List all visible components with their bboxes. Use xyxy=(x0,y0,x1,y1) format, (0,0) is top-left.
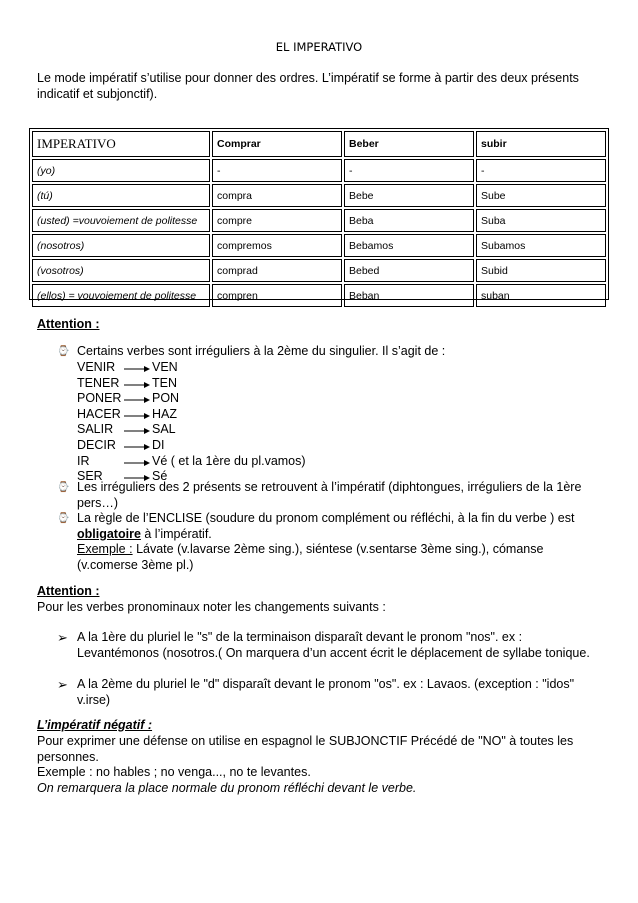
table-cell: compren xyxy=(212,284,342,307)
verb-imperative: PON xyxy=(152,391,180,406)
table-cell: Beba xyxy=(344,209,474,232)
table-header-cell: Beber xyxy=(344,131,474,157)
table-cell: Bebed xyxy=(344,259,474,282)
intro-paragraph: Le mode impératif s’utilise pour donner des ordres. L’impératif se forme à partir des deux présents indicatif et subjonctif). xyxy=(37,71,579,101)
enclise-text-end: à l’impératif. xyxy=(140,526,212,541)
verb-imperative: DI xyxy=(152,437,165,452)
verb-infinitive: SER xyxy=(77,469,103,484)
table-cell: (usted) =vouvoiement de politesse xyxy=(32,209,210,232)
verb-imperative: VEN xyxy=(152,360,178,374)
verb-infinitive: PONER xyxy=(77,391,122,406)
verb-infinitive: HACER xyxy=(77,406,121,421)
table-row xyxy=(32,259,606,282)
arrow-right-icon xyxy=(124,455,150,467)
table-cell: Subid xyxy=(476,259,606,282)
negative-imperative-body xyxy=(37,734,607,796)
table-cell: (tú) xyxy=(32,184,210,207)
page-title: EL IMPERATIVO xyxy=(275,40,363,54)
list-item xyxy=(77,511,605,573)
table-row xyxy=(32,209,606,232)
verb-infinitive: VENIR xyxy=(77,360,116,374)
negative-example: Exemple : no hables ; no venga..., no te levantes. xyxy=(37,765,311,780)
clock-bullet-icon: ⌚ xyxy=(57,346,70,357)
list-item: A la 2ème du pluriel le "d" disparaît devant le pronom "os". ex : Lavaos. (exception : "idos" v.irse) xyxy=(77,677,575,707)
verb-infinitive: DECIR xyxy=(77,437,116,452)
verb-imperative: Vé ( et la 1ère du pl.vamos) xyxy=(152,453,306,468)
table-cell: - xyxy=(344,159,474,182)
table-header-row xyxy=(32,131,606,157)
verb-infinitive: IR xyxy=(77,453,90,468)
table-cell: Sube xyxy=(476,184,606,207)
table-cell: (vosotros) xyxy=(32,259,210,282)
arrow-right-icon xyxy=(124,408,150,420)
table-header-cell: subir xyxy=(476,131,606,157)
table-cell: (nosotros) xyxy=(32,234,210,257)
arrow-right-icon xyxy=(124,423,150,435)
clock-bullet-icon: ⌚ xyxy=(57,482,70,493)
arrow-right-icon xyxy=(124,377,150,389)
negative-note: On remarquera la place normale du pronom réfléchi devant le verbe. xyxy=(37,780,417,795)
table-row xyxy=(32,234,606,257)
table-header-cell: IMPERATIVO xyxy=(32,131,210,157)
table-cell: Suba xyxy=(476,209,606,232)
table-cell: - xyxy=(476,159,606,182)
table-cell: compremos xyxy=(212,234,342,257)
negative-rule: Pour exprimer une défense on utilise en espagnol le SUBJONCTIF Précédé de "NO" à toutes les personnes. xyxy=(37,734,574,764)
list-item: Certains verbes sont irréguliers à la 2ème du singulier. Il s’agit de : xyxy=(77,344,446,358)
verb-imperative: TEN xyxy=(152,375,177,390)
verb-imperative: HAZ xyxy=(152,406,177,421)
example-text: Lávate (v.lavarse 2ème sing.), siéntese (v.sentarse 3ème sing.), cómanse (v.comerse 3ème pl.) xyxy=(77,542,544,572)
arrow-bullet-icon: ➢ xyxy=(57,630,68,645)
arrow-bullet-icon: ➢ xyxy=(57,677,68,692)
verb-imperative: SAL xyxy=(152,422,176,437)
table-cell: comprad xyxy=(212,259,342,282)
example-label: Exemple : xyxy=(77,542,133,557)
table-cell: - xyxy=(212,159,342,182)
verb-imperative: Sé xyxy=(152,469,168,484)
clock-bullet-icon: ⌚ xyxy=(57,513,70,524)
enclise-text: La règle de l’ENCLISE (soudure du pronom complément ou réfléchi, à la fin du verbe ) est xyxy=(77,511,575,525)
table-row xyxy=(32,284,606,307)
table-cell: suban xyxy=(476,284,606,307)
table-row xyxy=(32,184,606,207)
table-row xyxy=(32,159,606,182)
arrow-right-icon xyxy=(124,439,150,451)
verb-infinitive: SALIR xyxy=(77,422,114,437)
table-cell: Bebe xyxy=(344,184,474,207)
attention-heading-2: Attention : xyxy=(37,584,100,598)
pronominal-intro: Pour les verbes pronominaux noter les changements suivants : xyxy=(37,600,386,614)
negative-imperative-heading: L’impératif négatif : xyxy=(37,718,153,732)
attention-heading: Attention : xyxy=(37,317,100,331)
table-cell: (yo) xyxy=(32,159,210,182)
list-item: A la 1ère du pluriel le "s" de la terminaison disparaît devant le pronom "nos". ex : Levantémonos (nosotros.( On marquera d’un accent écrit le déplacement de syllabe tonique. xyxy=(77,630,590,660)
conjugation-table xyxy=(29,128,609,300)
table-cell: Bebamos xyxy=(344,234,474,257)
table-cell: Subamos xyxy=(476,234,606,257)
obligatoire-emphasis: obligatoire xyxy=(77,526,141,541)
verb-infinitive: TENER xyxy=(77,375,120,390)
list-item: Les irréguliers des 2 présents se retrouvent à l’impératif (diphtongues, irréguliers de la 1ère pers…) xyxy=(77,480,582,510)
arrow-right-icon xyxy=(124,392,150,404)
table-cell: compre xyxy=(212,209,342,232)
table-cell: Beban xyxy=(344,284,474,307)
arrow-right-icon xyxy=(124,361,150,373)
table-header-cell: Comprar xyxy=(212,131,342,157)
table-cell: (ellos) = vouvoiement de politesse xyxy=(32,284,210,307)
table-cell: compra xyxy=(212,184,342,207)
